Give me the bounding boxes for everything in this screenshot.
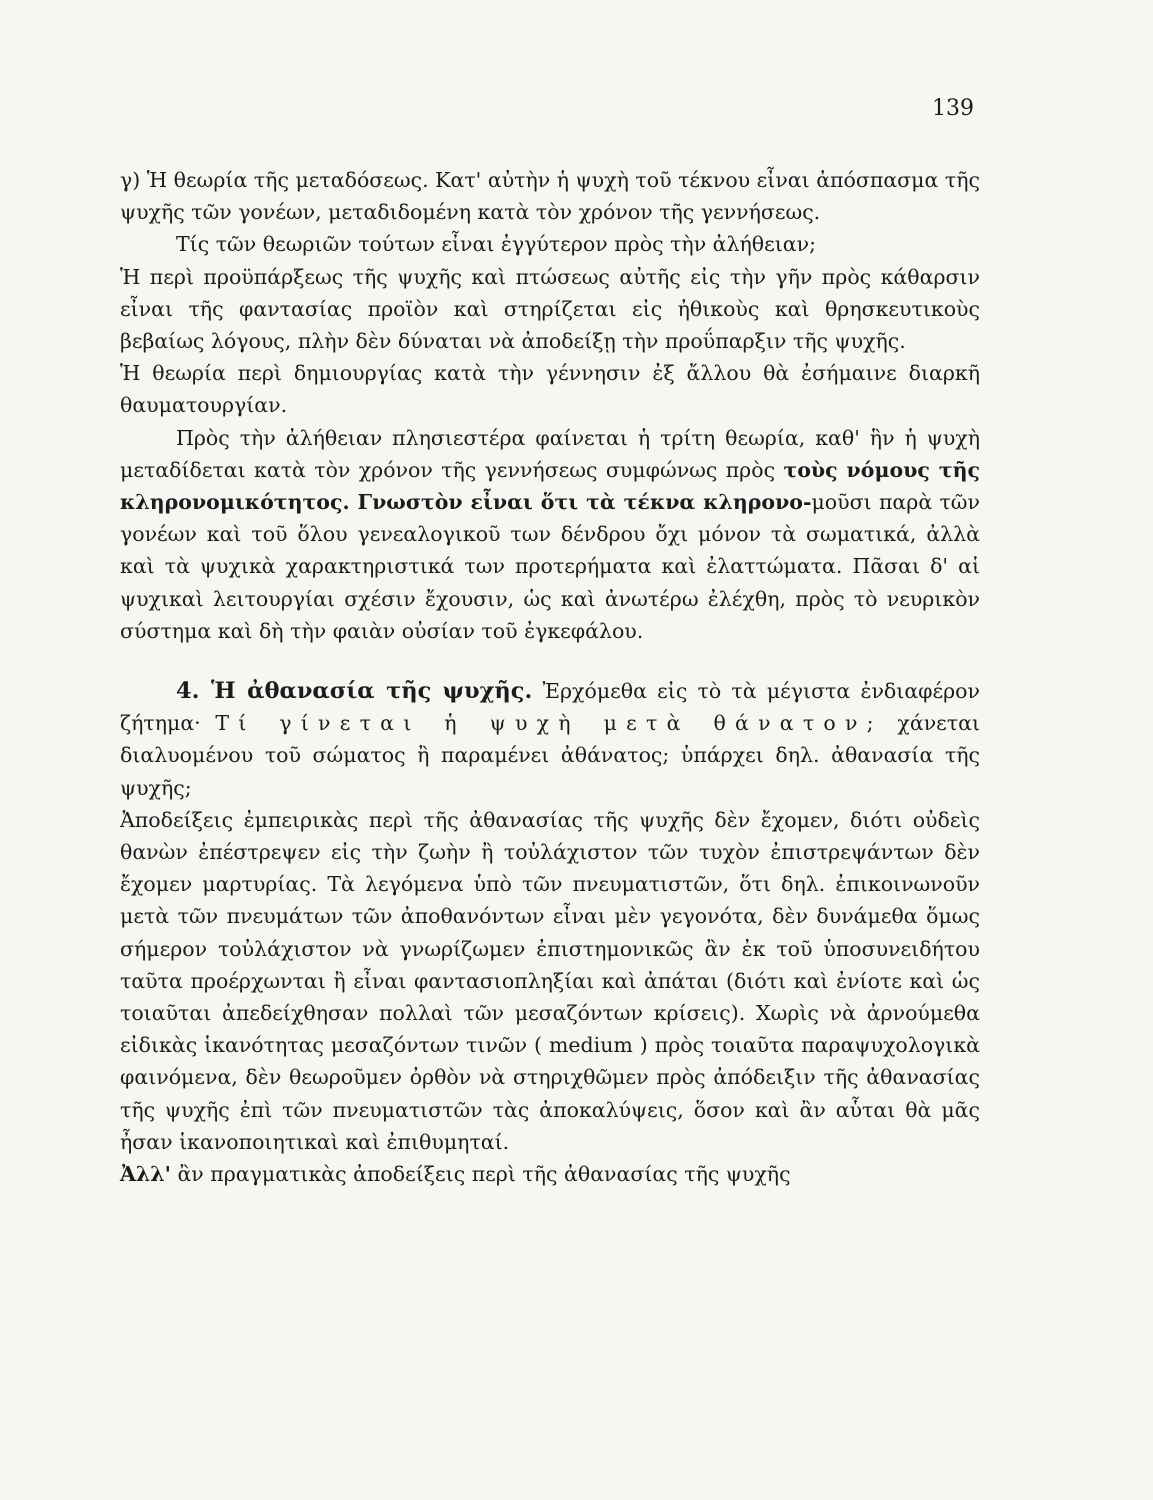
paragraph-creation: Ἡ θεωρία περὶ δημιουργίας κατὰ τὴν γέννησιν ἐξ ἄλλου θὰ ἐσήμαινε διαρκῆ θαυματουργίαν. [120, 361, 980, 418]
spaced-question: Τί γίνεται ἡ ψυχὴ μετὰ θάνατον; [215, 711, 883, 736]
paragraph-final [120, 1158, 980, 1190]
page-number: 139 [932, 96, 974, 121]
paragraph-preexistence: Ἡ περὶ προϋπάρξεως τῆς ψυχῆς καὶ πτώσεως αὐτῆς εἰς τὴν γῆν πρὸς κάθαρσιν εἶναι τῆς φαντασίας προϊὸν καὶ στηρίζεται εἰς ἠθικοὺς καὶ θρησκευτικοὺς βεβαίως λόγους, πλὴν δὲν δύναται νὰ ἀποδείξῃ τὴν προΰπαρξιν τῆς ψυχῆς. [120, 264, 980, 354]
section-heading: 4. Ἡ ἀθανασία τῆς ψυχῆς. [176, 678, 533, 705]
paragraph-transmission-bold: τοὺς νόμους τῆς κληρονομικότητος. Γνωστὸν εἶναι ὅτι τὰ τέκνα κληρονο- [120, 457, 980, 515]
paragraph-transmission-end: μοῦσι παρὰ τῶν γονέων καὶ τοῦ ὅλου γενεαλογικοῦ των δένδρου ὄχι μόνον τὰ σωματικά, ἀλλὰ καὶ τὰ ψυχικὰ χαρακτηριστικά των προτερήματα καὶ ἐλαττώματα. Πᾶσαι δ' αἱ ψυχικαὶ λειτουργίαι σχέσιν ἔχουσιν, ὡς καὶ ἀνωτέρω ἐλέχθη, πρὸς τὸ νευρικὸν σύστημα καὶ δὴ τὴν φαιὰν οὐσίαν τοῦ ἐγκεφάλου. [120, 490, 980, 643]
paragraph-gamma: γ) Ἡ θεωρία τῆς μεταδόσεως. Κατ' αὐτὴν ἡ ψυχὴ τοῦ τέκνου εἶναι ἀπόσπασμα τῆς ψυχῆς τῶν γονέων, μεταδιδομένη κατὰ τὸν χρόνον τῆς γεννήσεως. [120, 168, 980, 225]
paragraph-final-lead: Ἀλλ' [120, 1162, 171, 1187]
paragraph-final-text: ἂν πραγματικὰς ἀποδείξεις περὶ τῆς ἀθανασίας τῆς ψυχῆς [170, 1162, 791, 1187]
paragraph-evidence: Ἀποδείξεις ἐμπειρικὰς περὶ τῆς ἀθανασίας τῆς ψυχῆς δὲν ἔχομεν, διότι οὐδεὶς θανὼν ἐπέστρεψεν εἰς τὴν ζωὴν ἢ τοὐλάχιστον τῶν τυχὸν ἐπιστρεψάντων δὲν ἔχομεν μαρτυρίας. Τὰ λεγόμενα ὑπὸ τῶν πνευματιστῶν, ὅτι δηλ. ἐπικοινωνοῦν μετὰ τῶν πνευμάτων τῶν ἀποθανόντων εἶναι μὲν γεγονότα, δὲν δυνάμεθα ὅμως σήμερον τοὐλάχιστον νὰ γνωρίζωμεν ἐπιστημονικῶς ἂν ἐκ τοῦ ὑποσυνειδήτου ταῦτα προέρχωνται ἢ εἶναι φαντασιοπληξίαι καὶ ἀπάται (διότι καὶ ἐνίοτε καὶ ὡς τοιαῦται ἀπεδείχθησαν πολλαὶ τῶν μεσαζόντων κρίσεις). Χωρὶς νὰ ἀρνούμεθα εἰδικὰς ἱκανότητας μεσαζόντων τινῶν ( medium ) πρὸς τοιαῦτα παραψυχολογικὰ φαινόμενα, δὲν θεωροῦμεν ὀρθὸν νὰ στηριχθῶμεν πρὸς ἀπόδειξιν τῆς ἀθανασίας τῆς ψυχῆς ἐπὶ τῶν πνευματιστῶν τὰς ἀποκαλύψεις, ὅσον καὶ ἂν αὗται θὰ μᾶς ἦσαν ἱκανοποιητικαὶ καὶ ἐπιθυμηταί. [120, 807, 980, 1154]
paragraph-transmission [120, 422, 980, 647]
section-4-paragraph [120, 675, 980, 804]
paragraph-question: Τίς τῶν θεωριῶν τούτων εἶναι ἐγγύτερον πρὸς τὴν ἀλήθειαν; [176, 232, 817, 257]
section-4-intro: Ἐρχόμεθα εἰς τὸ τὰ μέγιστα ἐνδιαφέρον ζήτημα· [120, 679, 980, 736]
section-4-rest: χάνεται διαλυομένου τοῦ σώματος ἢ παραμένει ἀθάνατος; ὑπάρχει δηλ. ἀθανασία τῆς ψυχῆς; [120, 711, 981, 800]
body-text [120, 164, 980, 1190]
paragraph-transmission-start: Πρὸς τὴν ἀλήθειαν πλησιεστέρα φαίνεται ἡ τρίτη θεωρία, καθ' ἣν ἡ ψυχὴ μεταδίδεται κατὰ τὸν χρόνον τῆς γεννήσεως συμφώνως πρὸς [120, 425, 980, 482]
